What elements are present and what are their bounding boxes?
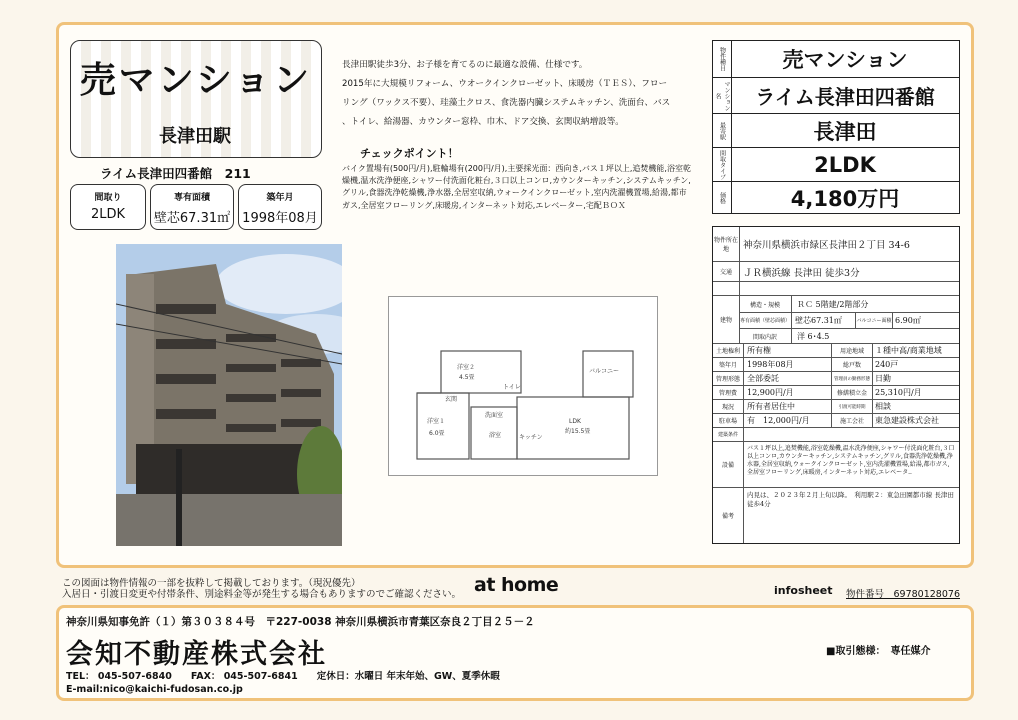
disclaimer [62, 578, 461, 600]
structure-row [739, 296, 959, 313]
mgmt-value: 全部委託 [747, 374, 779, 383]
balcony-area-value: 6.90㎡ [895, 315, 921, 325]
wash-label: 洗面室 [485, 412, 504, 419]
traffic-value: ＪＲ横浜線 長津田 徒歩3分 [743, 267, 860, 279]
detail-label: 管理形態 [713, 372, 744, 385]
ldk-label: LDK [569, 418, 581, 425]
built-pill-value: 1998年08月 [242, 211, 318, 226]
detail-label: 駐車場 [713, 414, 744, 427]
detail-label: 総戸数 [831, 358, 873, 371]
building-photo [116, 244, 342, 546]
handover-value: 相談 [875, 402, 891, 411]
summary-row [713, 181, 959, 213]
detail-table [712, 226, 960, 544]
equipment-value: バス１坪以上,追焚機能,浴室乾燥機,温水洗浄便座,シャワー付洗面化粧台,３口以上コンロ,カウンターキッチン,システムキッチン,グリル,食器洗浄乾燥機,浄水器,全居室収納,ウォークインクローゼット,室内洗濯機置場,給湯,都市ガス,全居室フローリング,床暖房,インターネット対応,エレベータ.. [747, 445, 955, 476]
layout-pill-value: 2LDK [90, 207, 126, 222]
detail-row [713, 413, 959, 427]
page-title: 売マンション [79, 60, 313, 101]
layout-label: 間取内訳 [739, 328, 792, 344]
room1-label: 洋室２ [457, 364, 476, 371]
zoning-value: １種中高/商業地域 [875, 346, 942, 355]
bath-label: 浴室 [489, 432, 502, 439]
layout-value: 洋 6･4.5 [797, 331, 830, 341]
detail-row-traffic [713, 261, 959, 281]
detail-row [713, 357, 959, 371]
kitchen-label: キッチン [519, 434, 543, 441]
summary-row-label: 最寄駅 [713, 114, 732, 147]
toilet-label: トイレ [503, 384, 521, 391]
detail-label: 土地権利 [713, 344, 744, 357]
detail-row-location [713, 227, 959, 261]
repair-value: 25,310円/月 [875, 388, 922, 397]
floor-plan [388, 296, 658, 476]
disclaimer-line: 入居日・引渡日変更や付帯条件、別途料金等が発生する場合もありますのでご確認ください。 [62, 589, 462, 600]
mgmt-co-value: 日勤 [875, 374, 891, 383]
summary-row-value: 長津田 [813, 119, 877, 144]
detail-label: 築年月 [713, 358, 744, 371]
builder-value: 東急建設株式会社 [875, 416, 939, 425]
property-number: 物件番号 69780128076 [846, 589, 960, 600]
summary-row [713, 41, 959, 77]
description-line: 2015年に大規模リフォーム、ウオークインクローゼット、床暖房（ＴＥＳ）、フロー [342, 79, 668, 89]
detail-label: 設備 [713, 442, 744, 487]
layout-pill-label: 間取り [94, 193, 122, 203]
detail-row-building [713, 295, 959, 343]
entrance-label: 玄関 [445, 396, 458, 403]
balcony-area-label: バルコニー面積 [855, 312, 893, 328]
summary-row [713, 147, 959, 181]
detail-row [713, 385, 959, 399]
room2-label: 洋室１ [427, 418, 446, 425]
summary-row-label: マンション名 [713, 78, 732, 113]
summary-row-label: 価格 [713, 182, 732, 213]
transaction-type: ■取引態様： 専任媒介 [826, 646, 931, 657]
status-value: 所有者居住中 [747, 402, 795, 411]
structure-label: 構造・規模 [739, 296, 792, 312]
description [342, 56, 692, 132]
area-row [739, 312, 959, 329]
contact-tel: TEL： 045-507-6840 FAX： 045-507-6841 定休日：水曜日 年末年始、GW、夏季休暇 [66, 671, 500, 682]
summary-row [713, 77, 959, 113]
athome-logo: at home [474, 574, 559, 596]
detail-label: 建物 [713, 296, 740, 343]
check-point-title: チェックポイント！ [360, 147, 459, 160]
land-rights-value: 所有権 [747, 346, 771, 355]
summary-table [712, 40, 960, 214]
built-pill-label: 築年月 [266, 193, 294, 203]
summary-row-label: 間取タイプ [713, 148, 732, 181]
fee-value: 12,900円/月 [747, 388, 794, 397]
building-name: ライム長津田四番館 211 [100, 166, 251, 181]
detail-row-remarks [713, 487, 959, 543]
infosheet-label: infosheet [774, 584, 833, 597]
summary-row-label: 物件種目 [713, 41, 732, 77]
disclaimer-line: この図面は物件情報の一部を抜粋して掲載しております。（現況優先） [62, 578, 361, 589]
company-name: 会知不動産株式会社 [66, 639, 327, 670]
detail-label: 管理員の勤務形態 [831, 372, 873, 385]
description-line: リング（ワックス不要）、珪藻土クロス、食洗器内臓システムキッチン、洗面台、バス [342, 98, 671, 108]
units-value: 240戸 [875, 360, 899, 369]
location-value: 神奈川県横浜市緑区長津田２丁目 34-6 [743, 240, 910, 251]
area-pill [150, 184, 234, 230]
detail-label-empty [713, 282, 740, 295]
detail-label: 交通 [713, 262, 740, 281]
detail-label: 修繕積立金 [831, 386, 873, 399]
structure-value: ＲＣ 5階建/2階部分 [797, 299, 869, 309]
detail-label: 施工会社 [831, 414, 873, 427]
detail-label: 管理費 [713, 386, 744, 399]
station-name: 長津田駅 [159, 126, 231, 147]
parking-value: 有 12,000円/月 [747, 416, 810, 425]
detail-row-spacer [713, 281, 959, 295]
contact-email: E-mail:nico@kaichi-fudosan.co.jp [66, 684, 243, 695]
layout-pill [70, 184, 146, 230]
built-value: 1998年08月 [747, 360, 794, 369]
license-info: 神奈川県知事免許（１）第３０３８４号 〒227-0038 神奈川県横浜市青葉区奈良２丁目２５－２ [66, 616, 535, 628]
detail-label: 用途地域 [831, 344, 873, 357]
detail-label: 引渡可能時期 [831, 400, 873, 413]
layout-row [739, 328, 959, 344]
ldk-size: 約15.5畳 [565, 428, 591, 435]
balcony-label: バルコニー [589, 368, 620, 375]
detail-label: 備考 [713, 488, 744, 543]
summary-row [713, 113, 959, 147]
summary-row-value: ライム長津田四番館 [755, 85, 935, 109]
description-line: 、トイレ、給湯器、カウンター窓枠、巾木、ドア交換、玄関収納増設等。 [342, 117, 624, 127]
description-line: 長津田駅徒歩3分、お子様を育てるのに最適な設備、仕様です。 [342, 60, 588, 70]
features-text: バイク置場有(500円/月),駐輪場有(200円/月),主要採光面：西向き,バス１坪以上,追焚機能,浴室乾燥機,温水洗浄便座,シャワー付洗面化粧台,３口以上コンロ,カウンターキッチン,システムキッチン,グリル,食器洗浄乾燥機,浄水器,全居室収納,ウォークインクローゼット,室内洗濯機置場,給湯,都市ガス,全居室フローリング,床暖房,インターネット対応,エレベーター,宅配ＢＯＸ [342, 164, 691, 210]
detail-label: 建築条件 [713, 428, 744, 441]
summary-row-value: 売マンション [782, 48, 908, 72]
detail-row-equipment [713, 441, 959, 487]
detail-row [713, 427, 959, 441]
room2-size: 6.0畳 [429, 430, 445, 437]
summary-row-value: 2LDK [814, 152, 876, 177]
price-value: 4,180万円 [790, 186, 900, 211]
area-pill-label: 専有面積 [173, 193, 210, 203]
detail-row [713, 343, 959, 357]
detail-label: 物件所在地 [713, 227, 740, 261]
area-pill-value: 壁芯67.31㎡ [153, 211, 231, 226]
area-label: 専有面積（壁芯面積） [739, 312, 792, 328]
detail-row [713, 371, 959, 385]
area-value: 壁芯67.31㎡ [795, 315, 842, 325]
remarks-value: 内見は、２０２３年２月上旬以降。 利用駅２：東急田園都市線 長津田 徒歩4分 [747, 491, 954, 508]
detail-label: 現況 [713, 400, 744, 413]
room1-size: 4.5畳 [459, 374, 475, 381]
detail-row [713, 399, 959, 413]
built-pill [238, 184, 322, 230]
